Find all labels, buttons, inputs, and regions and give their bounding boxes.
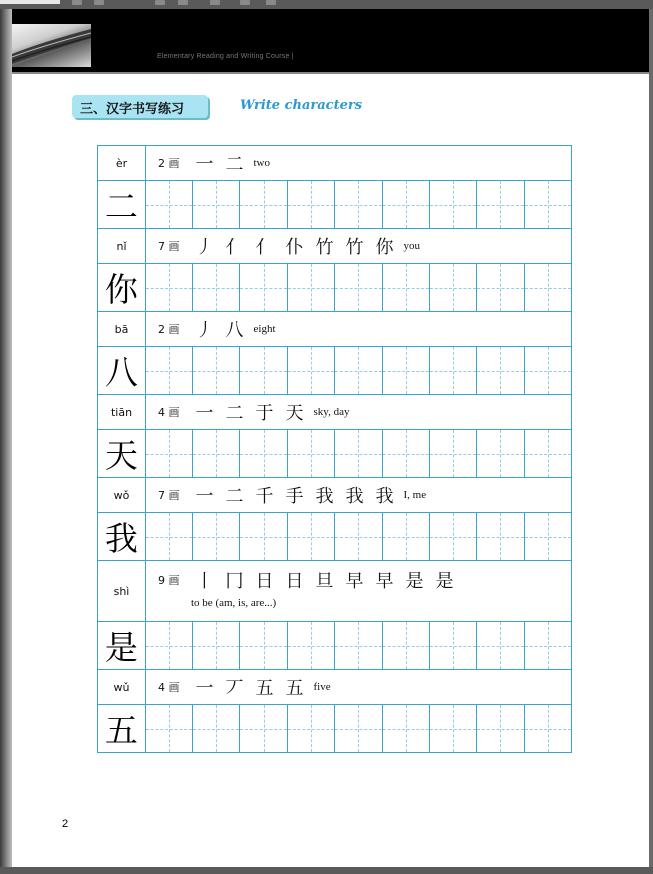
section-heading-label: 三、汉字书写练习: [80, 102, 185, 117]
pinyin-label: bā: [98, 312, 146, 346]
practice-box: [193, 264, 240, 311]
practice-box: [525, 705, 571, 752]
grid-icon[interactable]: [155, 0, 165, 5]
stroke-step: 手: [285, 486, 304, 507]
pinyin-label: nǐ: [98, 229, 146, 263]
practice-box: [146, 264, 193, 311]
stroke-step: 亻: [255, 237, 274, 258]
stroke-step: 一: [195, 154, 214, 175]
viewer-toolbar: [0, 0, 653, 9]
practice-row: [98, 513, 571, 561]
stroke-step: 旦: [315, 571, 334, 592]
practice-row: [98, 264, 571, 312]
practice-box: [525, 181, 571, 228]
practice-box: [525, 513, 571, 560]
practice-box: [430, 622, 477, 669]
practice-box: [146, 622, 193, 669]
practice-box: [383, 622, 430, 669]
stroke-step: 丆: [225, 678, 244, 699]
stroke-order-sequence: [158, 478, 426, 512]
practice-box: [193, 513, 240, 560]
stroke-order-sequence: [158, 229, 420, 263]
practice-box: [335, 430, 382, 477]
model-character: 你: [98, 264, 146, 311]
practice-box: [240, 181, 287, 228]
print-icon[interactable]: [210, 0, 220, 5]
stroke-step: 我: [375, 486, 394, 507]
character-info-row: [98, 146, 571, 181]
practice-box: [193, 181, 240, 228]
practice-box: [430, 513, 477, 560]
search-icon[interactable]: [240, 0, 250, 5]
stroke-count: 2 画: [158, 157, 180, 170]
section-heading-tab: [72, 95, 208, 118]
stroke-step: 二: [225, 486, 244, 507]
stroke-step: 丿: [195, 237, 214, 258]
stroke-step: 五: [285, 678, 304, 699]
model-character: 二: [98, 181, 146, 228]
english-gloss: eight: [253, 323, 276, 335]
practice-box: [525, 264, 571, 311]
stroke-step: 我: [345, 486, 364, 507]
practice-box: [383, 513, 430, 560]
stroke-step: 你: [375, 237, 394, 258]
model-character: 我: [98, 513, 146, 560]
stroke-count: 7 画: [158, 489, 180, 502]
practice-box: [240, 430, 287, 477]
page-header: [12, 9, 649, 72]
course-title: Elementary Reading and Writing Course |: [157, 53, 294, 60]
character-info-row: [98, 478, 571, 513]
stroke-step: 日: [255, 571, 274, 592]
header-divider: [12, 72, 649, 74]
practice-box: [383, 181, 430, 228]
model-character: 八: [98, 347, 146, 394]
stroke-order-sequence: [158, 567, 454, 593]
practice-row: [98, 430, 571, 478]
back-icon[interactable]: [72, 0, 82, 5]
practice-box: [193, 705, 240, 752]
practice-box: [525, 430, 571, 477]
practice-box: [288, 264, 335, 311]
model-character: 天: [98, 430, 146, 477]
stroke-step: 是: [405, 571, 424, 592]
section-english-title: Write characters: [240, 98, 363, 113]
practice-box: [335, 264, 382, 311]
stroke-step: 五: [255, 678, 274, 699]
character-info-row: [98, 561, 571, 622]
practice-box: [288, 430, 335, 477]
stroke-step: 竹: [345, 237, 364, 258]
practice-row: [98, 181, 571, 229]
english-gloss: you: [403, 240, 420, 252]
pinyin-label: shì: [98, 561, 146, 621]
settings-icon[interactable]: [266, 0, 276, 5]
stroke-count: 4 画: [158, 681, 180, 694]
stroke-step: 日: [285, 571, 304, 592]
stroke-step: 丿: [195, 320, 214, 341]
temple-roof-image: [12, 24, 91, 67]
character-info-row: [98, 229, 571, 264]
stroke-step: 一: [195, 486, 214, 507]
stroke-step: 亻: [225, 237, 244, 258]
practice-box: [288, 622, 335, 669]
practice-box: [383, 347, 430, 394]
practice-box: [477, 705, 524, 752]
stroke-step: 千: [255, 486, 274, 507]
practice-box: [288, 347, 335, 394]
practice-box: [383, 264, 430, 311]
practice-box: [430, 181, 477, 228]
model-character: 五: [98, 705, 146, 752]
practice-box: [193, 430, 240, 477]
pinyin-label: tiān: [98, 395, 146, 429]
practice-box: [240, 347, 287, 394]
practice-row: [98, 705, 571, 752]
practice-box: [288, 181, 335, 228]
practice-box: [525, 622, 571, 669]
character-info-row: [98, 670, 571, 705]
practice-box: [477, 347, 524, 394]
stroke-step: 二: [225, 403, 244, 424]
practice-box: [335, 347, 382, 394]
document-page: [12, 9, 649, 867]
stroke-order-sequence: [158, 146, 270, 180]
pinyin-label: wǒ: [98, 478, 146, 512]
stroke-step: 早: [345, 571, 364, 592]
stroke-order-sequence: [158, 312, 276, 346]
practice-box: [288, 705, 335, 752]
practice-box: [335, 181, 382, 228]
stroke-count: 9 画: [158, 574, 180, 587]
stroke-step: 早: [375, 571, 394, 592]
stroke-step: 竹: [315, 237, 334, 258]
practice-box: [146, 513, 193, 560]
practice-box: [146, 430, 193, 477]
stroke-step: 于: [255, 403, 274, 424]
practice-box: [477, 622, 524, 669]
practice-box: [383, 430, 430, 477]
practice-box: [240, 705, 287, 752]
practice-row: [98, 622, 571, 670]
stroke-step: 仆: [285, 237, 304, 258]
english-gloss: I, me: [403, 489, 427, 501]
practice-box: [288, 513, 335, 560]
practice-box: [193, 347, 240, 394]
practice-box: [477, 430, 524, 477]
practice-box: [193, 622, 240, 669]
practice-box: [335, 513, 382, 560]
practice-box: [430, 705, 477, 752]
practice-box: [477, 264, 524, 311]
character-info-row: [98, 395, 571, 430]
stroke-count: 2 画: [158, 323, 180, 336]
stroke-step: 二: [225, 154, 244, 175]
stroke-step: 冂: [225, 571, 244, 592]
share-icon[interactable]: [178, 0, 188, 5]
character-info-row: [98, 312, 571, 347]
stroke-step: 丨: [195, 571, 214, 592]
stroke-count: 7 画: [158, 240, 180, 253]
practice-box: [146, 705, 193, 752]
english-gloss: two: [253, 157, 270, 169]
stroke-step: 八: [225, 320, 244, 341]
practice-box: [477, 513, 524, 560]
english-gloss: to be (am, is, are...): [191, 597, 277, 609]
model-character: 是: [98, 622, 146, 669]
practice-box: [146, 347, 193, 394]
pinyin-label: wǔ: [98, 670, 146, 704]
practice-box: [240, 513, 287, 560]
english-gloss: five: [313, 681, 331, 693]
forward-icon[interactable]: [94, 0, 104, 5]
practice-box: [240, 264, 287, 311]
stroke-step: 我: [315, 486, 334, 507]
stroke-step: 是: [435, 571, 454, 592]
practice-box: [430, 264, 477, 311]
stroke-count: 4 画: [158, 406, 180, 419]
writing-practice-grid: [97, 145, 572, 753]
practice-box: [335, 705, 382, 752]
stroke-order-sequence: [158, 395, 349, 429]
stroke-step: 天: [285, 403, 304, 424]
practice-row: [98, 347, 571, 395]
practice-box: [383, 705, 430, 752]
english-gloss: sky, day: [313, 406, 350, 418]
stroke-step: 一: [195, 678, 214, 699]
practice-box: [477, 181, 524, 228]
practice-box: [525, 347, 571, 394]
page-number: 2: [62, 818, 69, 830]
viewer-bottom-bar: [0, 867, 653, 874]
stroke-step: 一: [195, 403, 214, 424]
pinyin-label: èr: [98, 146, 146, 180]
practice-box: [430, 430, 477, 477]
practice-box: [335, 622, 382, 669]
practice-box: [430, 347, 477, 394]
practice-box: [146, 181, 193, 228]
practice-box: [240, 622, 287, 669]
page-edge-shadow-right: [649, 9, 653, 874]
toolbar-tab[interactable]: [0, 0, 60, 4]
stroke-order-sequence: [158, 670, 331, 704]
